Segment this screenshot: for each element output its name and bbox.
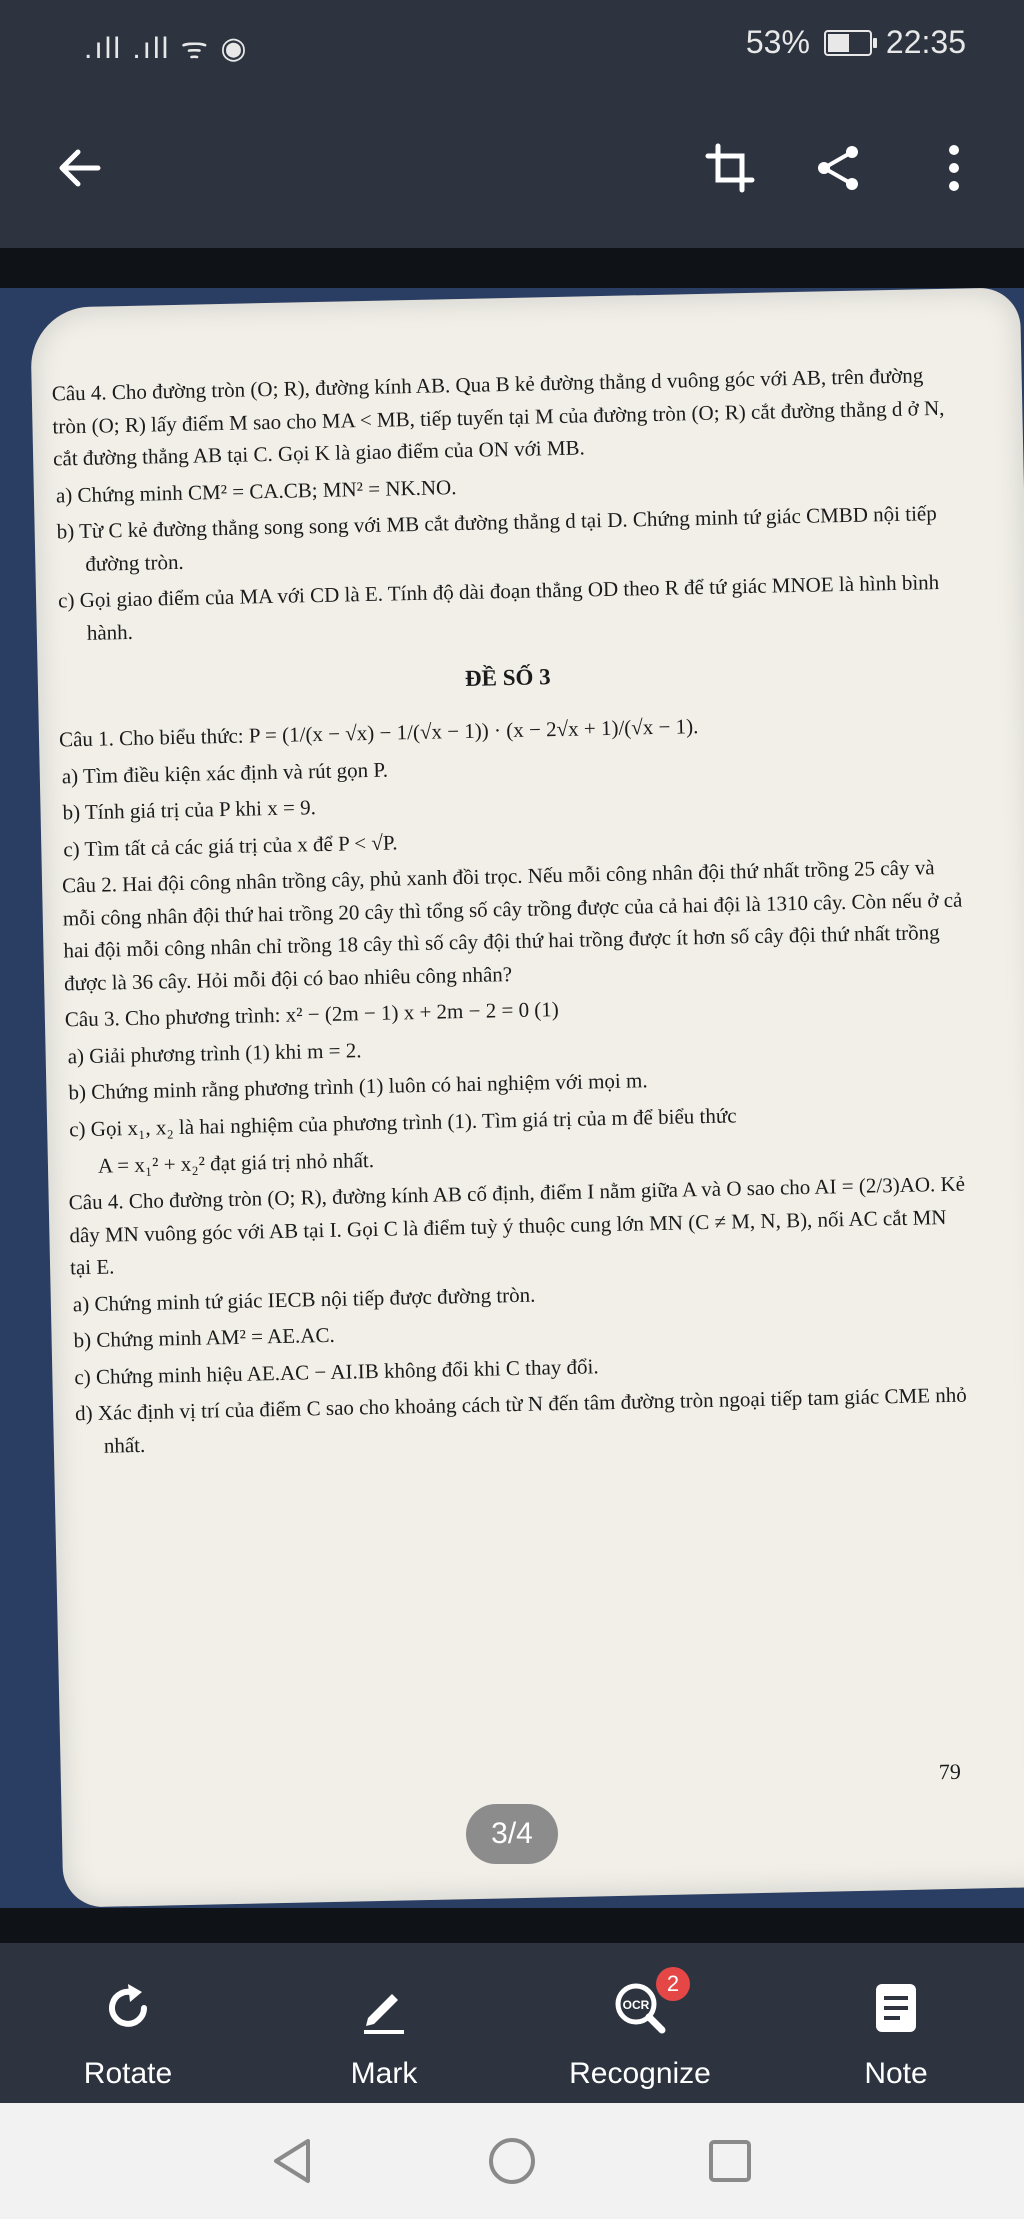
q4-d: d) Xác định vị trí của điểm C sao cho khoảng cách từ N đến tâm đường tròn ngoại tiếp tam giác CME nhỏ nhất.: [74, 1383, 967, 1458]
note-icon: [866, 1978, 926, 2038]
top-toolbar: [0, 88, 1024, 248]
nav-home-button[interactable]: [482, 2131, 542, 2191]
arrow-left-icon: [54, 142, 106, 194]
clock: 22:35: [885, 24, 966, 60]
document-viewer[interactable]: [0, 248, 1024, 1943]
q3-c: c) Gọi x₁, x₂ là hai nghiệm của phương trình (1). Tìm giá trị của m để biểu thức: [68, 1103, 737, 1142]
prev-q4-b: b) Từ C kẻ đường thẳng song song với MB cắt đường thẳng d tại D. Chứng minh tứ giác CMBD nội tiếp đường tròn.: [56, 501, 937, 576]
rotate-button[interactable]: [28, 1973, 228, 2091]
prev-q4-c: c) Gọi giao điểm của MA với CD là E. Tính độ dài đoạn thẳng OD theo R để tứ giác MNOE là hình bình hành.: [57, 570, 940, 645]
battery-icon: [824, 30, 872, 56]
svg-text:OCR: OCR: [622, 1998, 650, 2012]
q4-b: b) Chứng minh AM² = AE.AC.: [73, 1323, 335, 1353]
section-title: ĐỀ SỐ 3: [464, 664, 551, 692]
prev-q4-a: a) Chứng minh CM² = CA.CB; MN² = NK.NO.: [55, 474, 457, 508]
recognize-badge: 2: [656, 1967, 690, 2001]
battery-percent: 53%: [745, 24, 810, 60]
pencil-icon: [354, 1978, 414, 2038]
status-bar: [0, 0, 1024, 88]
page-number: 79: [938, 1758, 962, 1785]
nav-home-icon: [486, 2135, 538, 2187]
rotate-icon: [98, 1978, 158, 2038]
status-right: [746, 24, 966, 61]
note-label: Note: [864, 2057, 928, 2090]
document-text: [51, 359, 974, 1467]
q1-stem: Câu 1. Cho biểu thức: P = (1/(x − √x) − 1/(√x − 1)) · (x − 2√x + 1)/(√x − 1).: [58, 714, 699, 752]
rotate-label: Rotate: [83, 2057, 173, 2090]
q3-c-continued: A = x₁² + x₂² đạt giá trị nhỏ nhất.: [97, 1147, 375, 1178]
q3-b: b) Chứng minh rằng phương trình (1) luôn có hai nghiệm với mọi m.: [68, 1068, 648, 1105]
note-button[interactable]: [796, 1973, 996, 2091]
system-nav-bar: [0, 2103, 1024, 2219]
q4-stem: Câu 4. Cho đường tròn (O; R), đường kính AB cố định, điểm I nằm giữa A và O sao cho AI = (2/3)AO. Kẻ dây MN vuông góc với AB tại I. Gọi C là điểm tuỳ ý thuộc cung lớn MN (C ≠ M, N, B), nối AC cắt MN tại E.: [68, 1171, 966, 1280]
crop-button[interactable]: [690, 128, 770, 208]
back-button[interactable]: [40, 128, 120, 208]
mark-label: Mark: [350, 2057, 418, 2090]
q1-c: c) Tìm tất cả các giá trị của x để P < √P.: [63, 830, 398, 862]
share-button[interactable]: [798, 128, 878, 208]
more-vertical-icon: [944, 142, 964, 194]
signal-indicators: .ıll .ıll ᯤ ◉: [84, 32, 249, 65]
q2-text: Câu 2. Hai đội công nhân trồng cây, phủ xanh đồi trọc. Nếu mỗi công nhân đội thứ nhất trồng 25 cây và mỗi công nhân đội thứ hai trồng 20 cây thì tổng số cây trồng được của cả hai đội là 1310 cây. Còn nếu ở cả hai đội mỗi công nhân chỉ trồng 18 cây thì số cây đội thứ hai trồng được ít hơn số cây đội thứ nhất trồng được là 36 cây. Hỏi mỗi đội có bao nhiêu công nhân?: [61, 855, 963, 996]
recognize-button[interactable]: [540, 1973, 740, 2091]
battery-level: [828, 34, 849, 52]
recognize-label: Recognize: [569, 2057, 711, 2090]
q1-a: a) Tìm điều kiện xác định và rút gọn P.: [61, 757, 389, 788]
q1-b: b) Tính giá trị của P khi x = 9.: [62, 795, 317, 825]
more-button[interactable]: [914, 128, 994, 208]
nav-back-button[interactable]: [262, 2131, 322, 2191]
share-icon: [812, 142, 864, 194]
nav-back-icon: [270, 2137, 314, 2185]
bottom-action-bar: [0, 1943, 1024, 2103]
q3-a: a) Giải phương trình (1) khi m = 2.: [67, 1038, 362, 1069]
q4-a: a) Chứng minh tứ giác IECB nội tiếp được đường tròn.: [72, 1282, 536, 1317]
nav-recents-icon: [707, 2138, 753, 2184]
crop-icon: [704, 142, 756, 194]
q4-c: c) Chứng minh hiệu AE.AC − AI.IB không đổi khi C thay đổi.: [74, 1354, 599, 1390]
prev-q4-stem: Câu 4. Cho đường tròn (O; R), đường kính AB. Qua B kẻ đường thẳng d vuông góc với AB, trên đường tròn (O; R) lấy điểm M sao cho MA < MB, tiếp tuyến tại M của đường tròn (O; R) cắt đường thẳng d ở N, cắt đường thẳng AB tại C. Gọi K là giao điểm của ON với MB.: [51, 363, 945, 471]
document-page: [30, 287, 1024, 1907]
nav-recents-button[interactable]: [700, 2131, 760, 2191]
page-indicator: 3/4: [466, 1804, 558, 1864]
q3-stem: Câu 3. Cho phương trình: x² − (2m − 1) x + 2m − 2 = 0 (1): [64, 997, 560, 1032]
mark-button[interactable]: [284, 1973, 484, 2091]
